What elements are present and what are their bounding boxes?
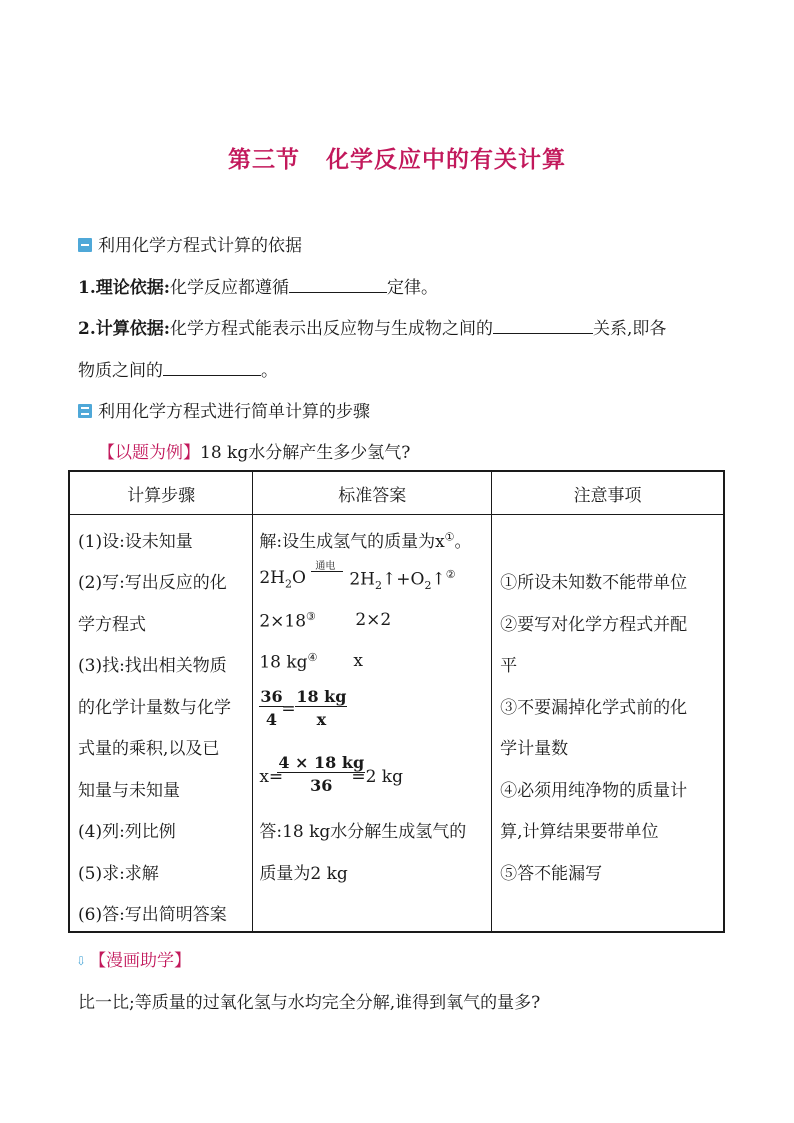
note-line: ③不要漏掉化学式前的化 (500, 698, 688, 718)
mass-left (259, 651, 317, 673)
table-header-row (69, 471, 724, 515)
item-2 (78, 314, 666, 339)
equation-left (259, 568, 306, 590)
equation-right (349, 568, 455, 592)
eq-right-mid: ↑+O (382, 569, 425, 590)
final-question: 比一比;等质量的过氧化氢与水均完全分解,谁得到氧气的量多? (78, 993, 541, 1013)
eq-right-h: 2H (349, 569, 375, 590)
calc-num: 4 × 18 kg (278, 753, 365, 772)
header-notes: 注意事项 (492, 471, 724, 515)
ratio-right: 2×2 (355, 610, 392, 630)
section-1-heading (78, 231, 302, 256)
step-line: (5)求:求解 (78, 864, 159, 884)
frac1-num: 36 (260, 687, 283, 706)
eq-left: 2H (259, 568, 285, 588)
example-question: 18 kg水分解产生多少氢气? (200, 443, 411, 463)
ratio-left (259, 610, 316, 632)
answer-line-2: 质量为2 kg (259, 864, 348, 884)
calc-x: x= (259, 767, 284, 787)
title-section-number: 第三节 (228, 146, 300, 173)
step-line: 的化学计量数与化学 (78, 698, 231, 718)
note-line: 平 (500, 656, 518, 676)
step-line: (1)设:设未知量 (78, 532, 193, 552)
eq-left-sub: 2 (285, 577, 292, 591)
step-line: (4)列:列比例 (78, 822, 176, 842)
header-steps: 计算步骤 (69, 471, 253, 515)
header-answer: 标准答案 (253, 471, 492, 515)
item-2-label: 2.计算依据: (78, 319, 171, 339)
calc-result: =2 kg (351, 767, 403, 787)
section-two-icon (78, 404, 92, 418)
item-1-text-after: 定律。 (387, 278, 439, 298)
answer-let-text: 解:设生成氢气的质量为x (259, 532, 445, 552)
down-arrow-icon: ⇩ (76, 954, 87, 968)
steps-table (68, 470, 725, 933)
answer-let-end: 。 (454, 532, 472, 552)
eq-right-end: ↑ (431, 569, 446, 590)
frac1-den: 4 (265, 710, 278, 729)
frac2-den: x (316, 710, 327, 729)
section-one-icon (78, 238, 92, 252)
mark-1: ① (444, 530, 455, 544)
mass-left-text: 18 kg (259, 652, 308, 673)
frac-equals: = (281, 699, 296, 719)
step-line: (6)答:写出简明答案 (78, 905, 227, 925)
item-2-text-after: 关系,即各 (593, 319, 667, 339)
fill-blank-2[interactable] (493, 318, 593, 334)
eq-left-end: O (292, 568, 306, 588)
fill-blank-3[interactable] (163, 360, 261, 376)
ratio-left-text: 2×18 (259, 611, 307, 632)
fraction-18kg-x (295, 687, 347, 729)
page-title (0, 141, 794, 174)
notes-cell (492, 515, 724, 933)
step-line: (3)找:找出相关物质 (78, 656, 227, 676)
item-2-text: 化学方程式能表示出反应物与生成物之间的 (170, 319, 494, 339)
item-2-line2-end: 。 (261, 361, 278, 381)
step-line: 式量的乘积,以及已 (78, 739, 220, 759)
comic-section-label (76, 946, 191, 971)
table-body-row (69, 515, 724, 933)
note-line: ④必须用纯净物的质量计 (500, 781, 688, 801)
mark-4: ④ (307, 651, 318, 664)
eq-right-h-sub: 2 (375, 579, 382, 593)
mark-3: ③ (306, 610, 316, 623)
item-1-text: 化学反应都遵循 (170, 278, 290, 298)
step-line: 知量与未知量 (78, 781, 180, 801)
answer-cell (253, 515, 492, 933)
answer-let-line (259, 527, 471, 552)
step-line: (2)写:写出反应的化 (78, 573, 227, 593)
section-2-text: 利用化学方程式进行简单计算的步骤 (98, 402, 370, 422)
eq-right-o-sub: 2 (424, 579, 432, 593)
note-line: 学计量数 (500, 739, 569, 759)
item-1-label: 1.理论依据: (78, 278, 171, 298)
reaction-condition: 通电 (315, 561, 336, 572)
calc-den: 36 (310, 776, 333, 795)
mark-2: ② (445, 568, 456, 581)
note-line: ⑤答不能漏写 (500, 864, 603, 884)
step-line: 学方程式 (78, 615, 146, 635)
title-text: 化学反应中的有关计算 (326, 146, 566, 173)
section-1-text: 利用化学方程式计算的依据 (98, 236, 302, 256)
comic-label: 【漫画助学】 (89, 951, 192, 971)
section-2-heading (78, 397, 370, 422)
item-1 (78, 273, 438, 298)
item-2-line-2 (78, 356, 278, 381)
note-line: ①所设未知数不能带单位 (500, 573, 688, 593)
item-2-line2-text: 物质之间的 (78, 361, 163, 381)
steps-cell (69, 515, 253, 933)
reaction-arrow-line (311, 571, 343, 572)
frac2-num: 18 kg (296, 687, 347, 706)
fraction-36-4 (259, 687, 283, 729)
answer-line-1: 答:18 kg水分解生成氢气的 (259, 822, 467, 842)
note-line: ②要写对化学方程式并配 (500, 615, 688, 635)
mass-right: x (353, 651, 363, 671)
example-line (98, 438, 410, 463)
example-tag: 【以题为例】 (98, 443, 200, 463)
note-line: 算,计算结果要带单位 (500, 822, 659, 842)
fill-blank-1[interactable] (289, 277, 387, 293)
